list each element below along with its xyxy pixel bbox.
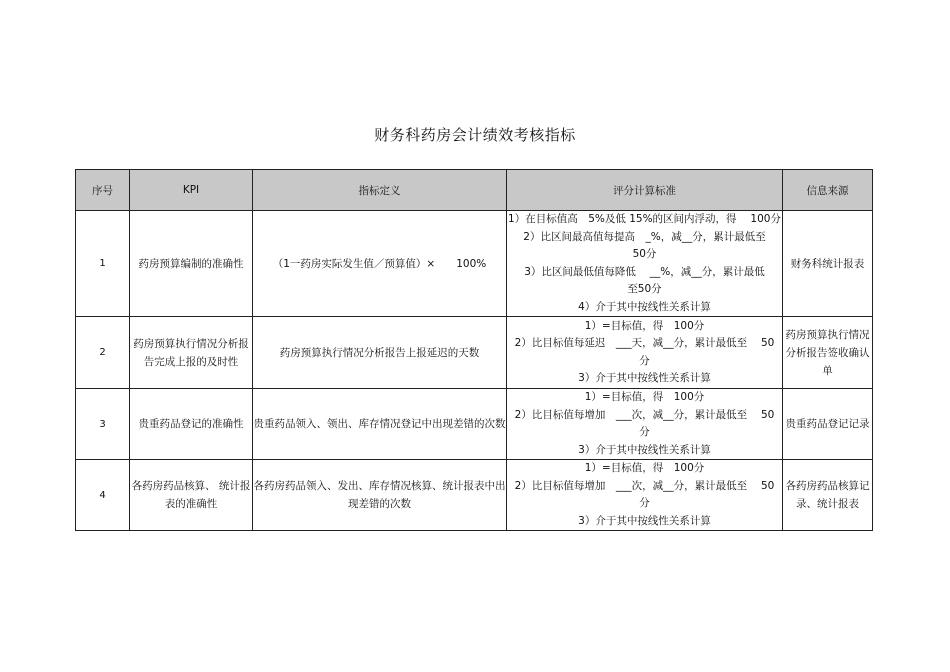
criteria-line: 2）比区间最高值每提高 _%，减__分，累计最低至 bbox=[523, 230, 766, 243]
criteria-line: 1）=目标值，得 100分 bbox=[584, 391, 705, 403]
row-number: 1 bbox=[76, 211, 130, 317]
criteria-line: 1）=目标值，得 100分 bbox=[584, 462, 705, 474]
criteria-line: 3）介于其中按线性关系计算 bbox=[578, 514, 711, 527]
kpi-name: 各药房药品核算、 统计报表的准确性 bbox=[130, 460, 253, 531]
criteria-line: 分 bbox=[639, 497, 650, 509]
kpi-definition: 各药房药品领入、发出、库存情况核算、统计报表中出现差错的次数 bbox=[253, 460, 507, 531]
scoring-criteria bbox=[507, 211, 783, 317]
row-number: 3 bbox=[76, 389, 130, 460]
table-row bbox=[76, 317, 873, 389]
header-kpi: KPI bbox=[130, 170, 253, 211]
criteria-line: 1）在目标值高 5%及低 15%的区间内浮动，得 100分 bbox=[508, 213, 781, 225]
header-criteria: 评分计算标准 bbox=[507, 170, 783, 211]
kpi-name: 贵重药品登记的准确性 bbox=[130, 389, 253, 460]
criteria-line: 2）比目标值每增加 ___次，减__分，累计最低至 50 bbox=[514, 479, 775, 492]
header-source: 信息来源 bbox=[783, 170, 873, 211]
criteria-line: 分 bbox=[639, 354, 650, 367]
info-source: 药房预算执行情况分析报告签收确认单 bbox=[783, 317, 873, 389]
kpi-definition: 贵重药品领入、领出、库存情况登记中出现差错的次数 bbox=[253, 389, 507, 460]
criteria-line: 3）介于其中按线性关系计算 bbox=[578, 443, 711, 456]
kpi-table bbox=[75, 169, 873, 531]
info-source: 贵重药品登记记录 bbox=[783, 389, 873, 460]
kpi-name: 药房预算编制的准确性 bbox=[130, 211, 253, 317]
info-source: 财务科统计报表 bbox=[783, 211, 873, 317]
criteria-line: 1）=目标值，得 100分 bbox=[584, 319, 705, 332]
criteria-line: 至50分 bbox=[627, 283, 662, 295]
table-row bbox=[76, 389, 873, 460]
scoring-criteria bbox=[507, 317, 783, 389]
scoring-criteria bbox=[507, 460, 783, 531]
criteria-line: 分 bbox=[639, 426, 650, 438]
header-definition: 指标定义 bbox=[253, 170, 507, 211]
row-number: 4 bbox=[76, 460, 130, 531]
criteria-line: 3）介于其中按线性关系计算 bbox=[578, 372, 711, 384]
criteria-line: 3）比区间最低值每降低 __%，减__分，累计最低 bbox=[524, 265, 765, 278]
scoring-criteria bbox=[507, 389, 783, 460]
kpi-name: 药房预算执行情况分析报告完成上报的及时性 bbox=[130, 317, 253, 389]
criteria-line: 2）比目标值每延迟 ___天，减__分，累计最低至 50 bbox=[514, 337, 775, 349]
row-number: 2 bbox=[76, 317, 130, 389]
header-number: 序号 bbox=[76, 170, 130, 211]
page-title: 财务科药房会计绩效考核指标 bbox=[374, 126, 576, 144]
info-source: 各药房药品核算记录、统计报表 bbox=[783, 460, 873, 531]
criteria-line: 50分 bbox=[632, 248, 657, 260]
criteria-line: 4）介于其中按线性关系计算 bbox=[578, 300, 711, 313]
kpi-definition: 药房预算执行情况分析报告上报延迟的天数 bbox=[253, 317, 507, 389]
table-header-row bbox=[76, 170, 873, 211]
table-row bbox=[76, 460, 873, 531]
kpi-definition: （1一药房实际发生值／预算值）× 100% bbox=[253, 211, 507, 317]
criteria-line: 2）比目标值每增加 ___次，减__分，累计最低至 50 bbox=[514, 408, 775, 421]
table-row bbox=[76, 211, 873, 317]
